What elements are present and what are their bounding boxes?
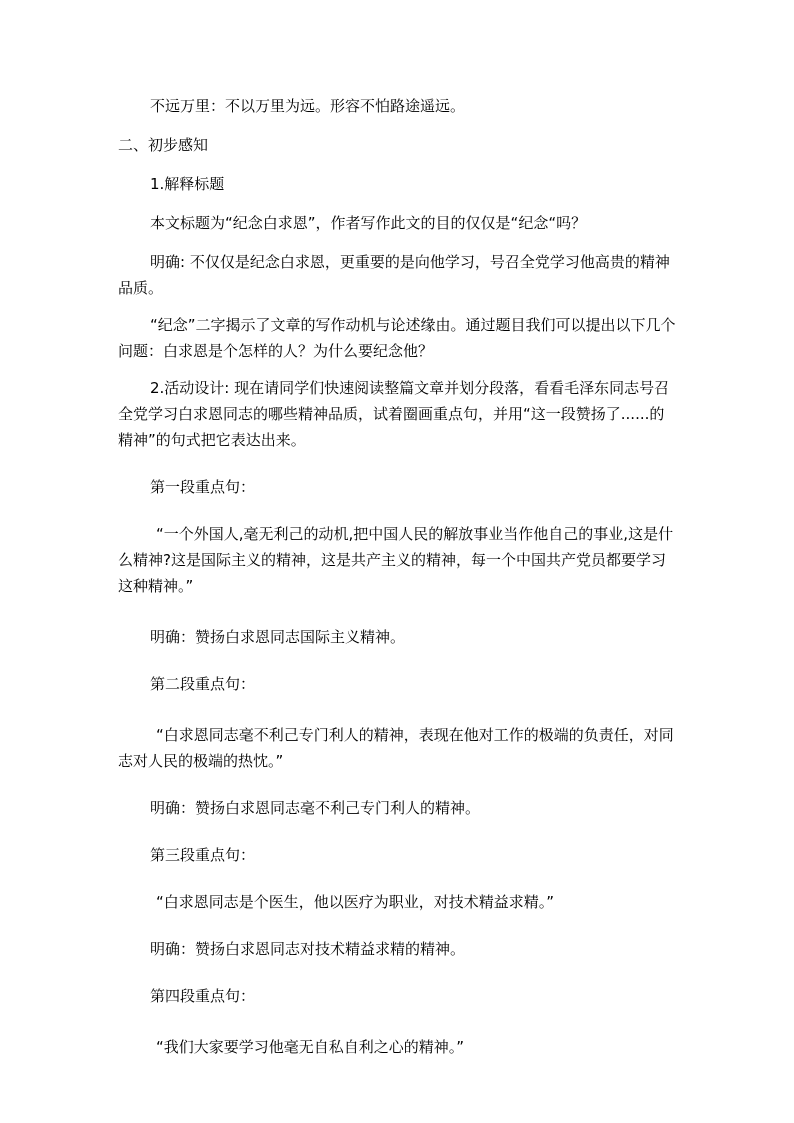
answer-para3: 明确：赞扬白求恩同志对技术精益求精的精神。 <box>150 940 466 958</box>
quote-para4: “我们大家要学习他毫无自私自利之心的精神。” <box>156 1038 465 1056</box>
heading-para3-key: 第三段重点句： <box>150 846 256 864</box>
heading-para2-key: 第二段重点句： <box>150 675 256 693</box>
subheading-explain-title: 1.解释标题 <box>150 175 225 193</box>
answer-para1: 明确：赞扬白求恩同志国际主义精神。 <box>150 628 406 646</box>
paragraph-title-question: 本文标题为“纪念白求恩”，作者写作此文的目的仅仅是“纪念“吗？ <box>150 214 587 232</box>
paragraph-answer-title: 明确: 不仅仅是纪念白求恩，更重要的是向他学习，号召全党学习他高贵的精神品质。 <box>118 253 670 297</box>
paragraph-activity-design: 2.活动设计: 现在请同学们快速阅读整篇文章并划分段落，看看毛泽东同志号召全党学习白求恩同志的哪些精神品质，试着圈画重点句，并用“这一段赞扬了......的精神”的句式把它表达出来。 <box>118 379 670 449</box>
heading-para1-key: 第一段重点句： <box>150 478 256 496</box>
quote-para1: “一个外国人,毫无利己的动机,把中国人民的解放事业当作他自己的事业,这是什么精神?这是国际主义的精神，这是共产主义的精神，每一个中国共产党员都要学习这种精神。” <box>118 525 674 595</box>
answer-para2: 明确：赞扬白求恩同志毫不利己专门利人的精神。 <box>150 799 481 817</box>
section-heading: 二、初步感知 <box>118 136 209 154</box>
quote-para3: “白求恩同志是个医生，他以医疗为职业，对技术精益求精。” <box>156 893 555 911</box>
quote-para2: “白求恩同志毫不利己专门利人的精神，表现在他对工作的极端的负责任，对同志对人民的极端的热忱。” <box>118 726 674 770</box>
paragraph-definition: 不远万里：不以万里为远。形容不怕路途遥远。 <box>150 97 466 115</box>
heading-para4-key: 第四段重点句： <box>150 987 256 1005</box>
paragraph-memorial-meaning: “纪念”二字揭示了文章的写作动机与论述缘由。通过题目我们可以提出以下几个问题：白求恩是个怎样的人？为什么要纪念他？ <box>118 316 676 360</box>
document-page <box>118 93 678 1060</box>
